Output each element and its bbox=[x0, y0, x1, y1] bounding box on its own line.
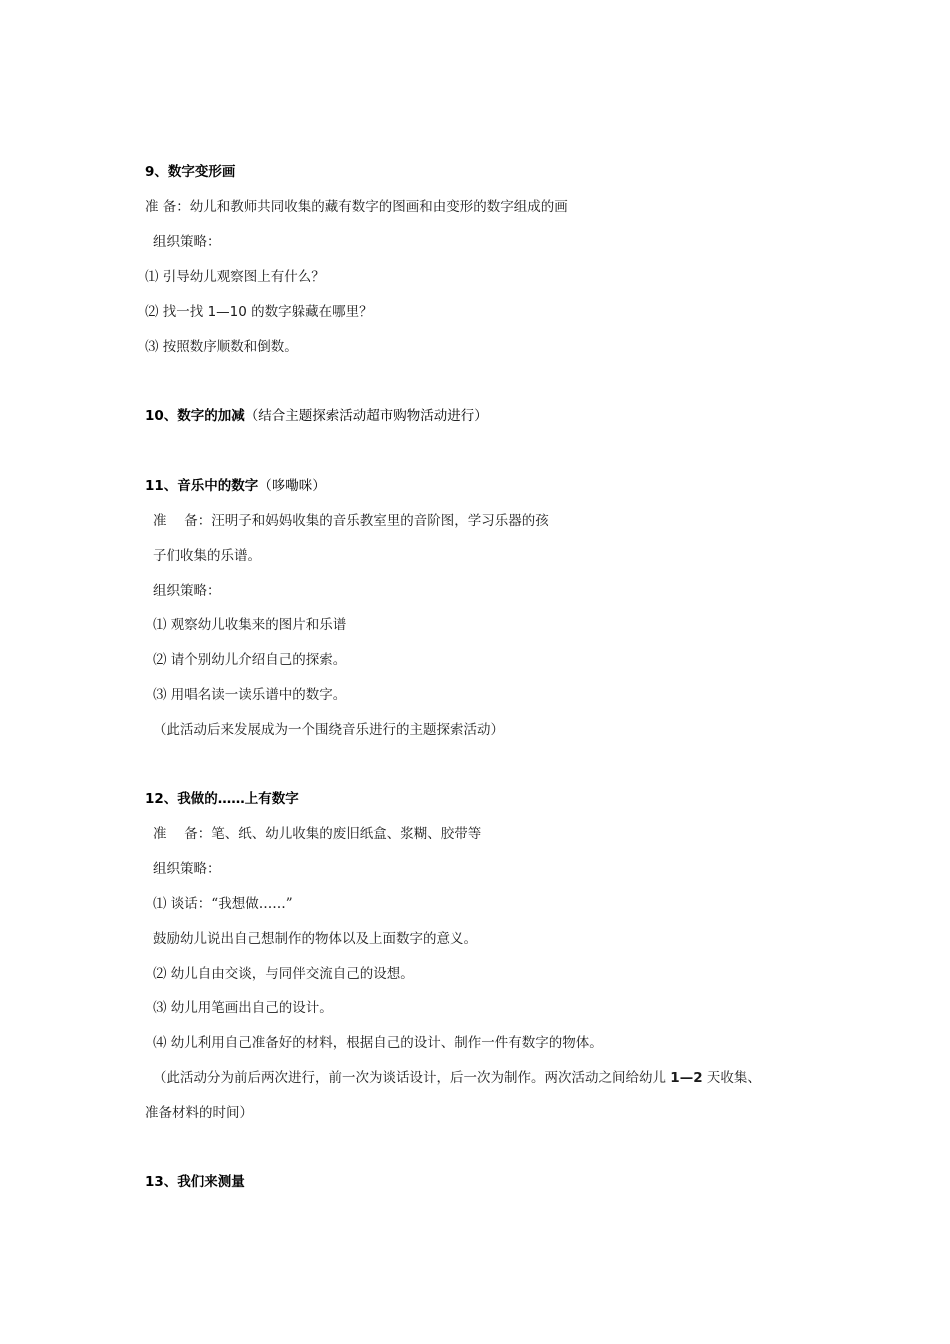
section-12-strategy-label: 组织策略： bbox=[153, 861, 221, 877]
section-12-remark-range: 1—2 bbox=[670, 1070, 703, 1086]
section-12-remark-line-1: （此活动分为前后两次进行，前一次为谈话设计，后一次为制作。两次活动之间给幼儿 1—2 天收集、 bbox=[153, 1070, 761, 1086]
section-11-step-1: ⑴ 观察幼儿收集来的图片和乐谱 bbox=[153, 617, 347, 633]
section-12-step-4: ⑷ 幼儿利用自己准备好的材料，根据自己的设计、制作一件有数字的物体。 bbox=[153, 1035, 603, 1051]
section-11-strategy-label: 组织策略： bbox=[153, 583, 221, 599]
section-11-title: 11、音乐中的数字（哆嘞咪） bbox=[145, 478, 326, 494]
section-11-prep-line-1: 准 备：汪明子和妈妈收集的音乐教室里的音阶图，学习乐器的孩 bbox=[153, 513, 549, 529]
section-9-step-1: ⑴ 引导幼儿观察图上有什么？ bbox=[145, 269, 325, 285]
section-13-title: 13、我们来测量 bbox=[145, 1174, 245, 1190]
section-11-step-3: ⑶ 用唱名读一读乐谱中的数字。 bbox=[153, 687, 347, 703]
section-9-strategy-label: 组织策略： bbox=[153, 234, 221, 250]
section-9-prep: 准 备：幼儿和教师共同收集的藏有数字的图画和由变形的数字组成的画 bbox=[145, 199, 568, 215]
section-12-remark-line-2: 准备材料的时间） bbox=[145, 1105, 253, 1121]
section-12-title: 12、我做的……上有数字 bbox=[145, 791, 299, 807]
section-9-step-2-range: 1—10 bbox=[207, 304, 247, 320]
section-11-step-2: ⑵ 请个别幼儿介绍自己的探索。 bbox=[153, 652, 347, 668]
section-10-note: （结合主题探索活动超市购物活动进行） bbox=[244, 408, 488, 424]
section-10-title: 10、数字的加减（结合主题探索活动超市购物活动进行） bbox=[145, 408, 488, 424]
section-12-step-2: ⑵ 幼儿自由交谈，与同伴交流自己的设想。 bbox=[153, 966, 414, 982]
section-9-step-2: ⑵ 找一找 1—10 的数字躲藏在哪里？ bbox=[145, 304, 373, 320]
section-11-remark: （此活动后来发展成为一个围绕音乐进行的主题探索活动） bbox=[153, 722, 504, 738]
section-12-step-1-desc: 鼓励幼儿说出自己想制作的物体以及上面数字的意义。 bbox=[153, 931, 477, 947]
section-11-note: （哆嘞咪） bbox=[258, 478, 326, 494]
section-12-prep: 准 备：笔、纸、幼儿收集的废旧纸盒、浆糊、胶带等 bbox=[153, 826, 482, 842]
section-12-step-1: ⑴ 谈话：“我想做……” bbox=[153, 896, 293, 912]
section-9-title: 9、数字变形画 bbox=[145, 164, 236, 180]
section-9-step-3: ⑶ 按照数序顺数和倒数。 bbox=[145, 339, 298, 355]
section-11-prep-line-2: 子们收集的乐谱。 bbox=[153, 548, 261, 564]
section-12-step-3: ⑶ 幼儿用笔画出自己的设计。 bbox=[153, 1000, 333, 1016]
